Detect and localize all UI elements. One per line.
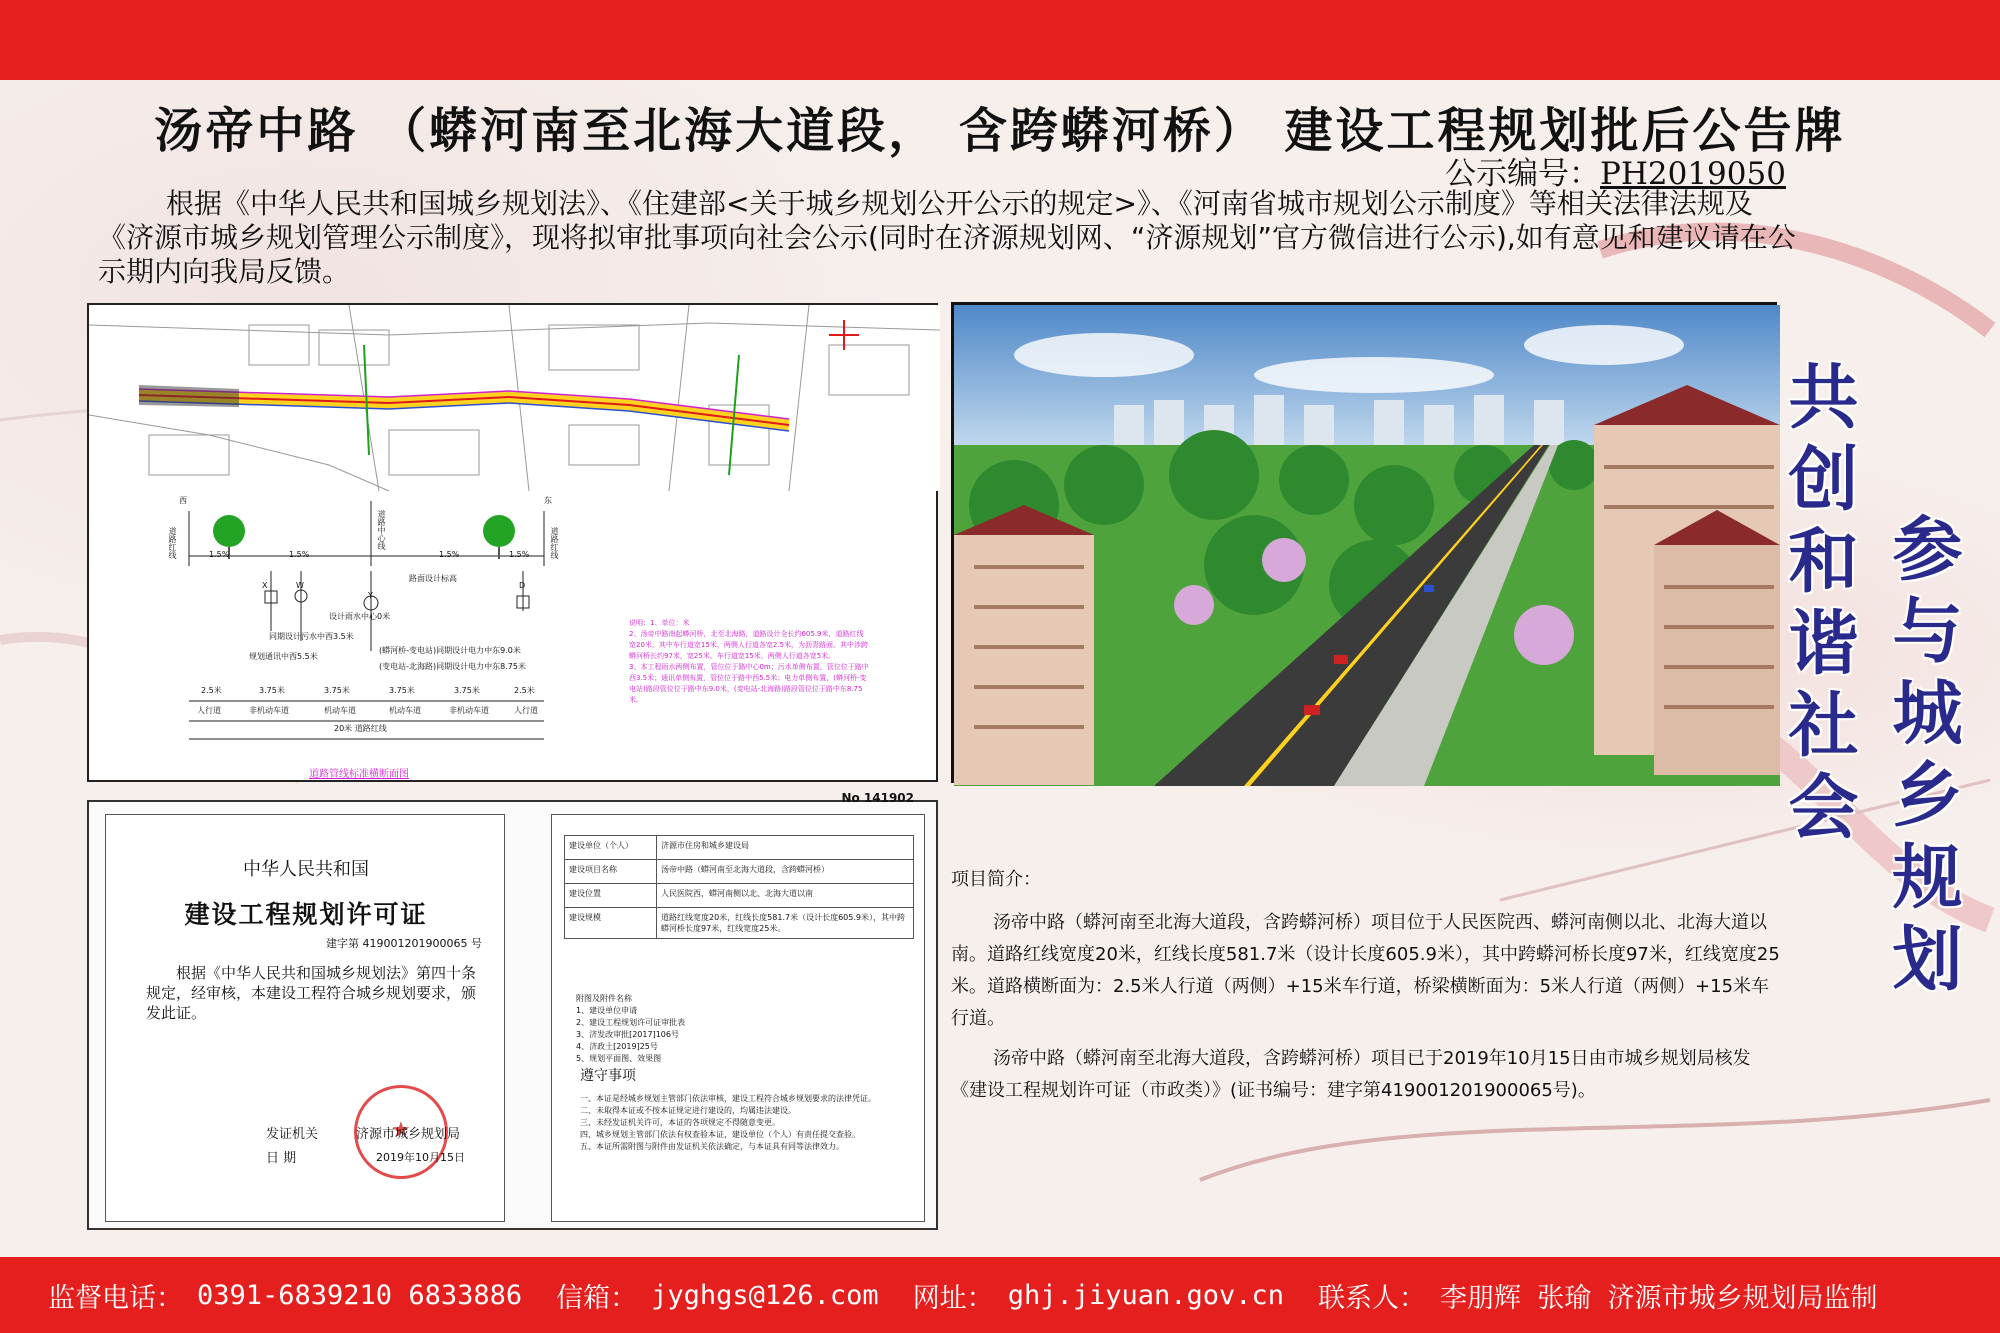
lane-2: 非机动车道 [249, 706, 289, 715]
label-rain: 设计雨水中心0米 [329, 612, 391, 621]
lane-4: 机动车道 [389, 706, 421, 715]
width-2: 3.75米 [259, 686, 285, 695]
label-red-right: 道路红线 [550, 527, 559, 559]
pipe-letter-y: Y [368, 591, 373, 600]
email-label: 信箱： [556, 1282, 638, 1314]
total-width: 20米 道路红线 [334, 724, 387, 733]
section-caption: 道路管线标准横断面图 [309, 769, 409, 780]
slope-4: 1.5% [509, 550, 530, 559]
permit-number-value: 419001201900065 [362, 937, 468, 950]
page-title: 汤帝中路 （蟒河南至北海大道段， 含跨蟒河桥） 建设工程规划批后公告牌 [154, 103, 1846, 159]
label-design-elev: 路面设计标高 [409, 574, 457, 583]
label-west: 西 [179, 496, 187, 505]
slope-2: 1.5% [289, 550, 310, 559]
road-plan-drawing [87, 303, 938, 782]
table-row [565, 908, 914, 939]
permit-number-suffix: 号 [470, 937, 482, 950]
label-east: 东 [544, 496, 552, 505]
summary-heading: 项目简介： [951, 869, 1041, 890]
slogan-left: 共创和谐社会 [1777, 360, 1860, 852]
label-center: 道路中心线 [377, 510, 386, 550]
permit-notices: 一、本证是经城乡规划主管部门依法审核，建设工程符合城乡规划要求的法律凭证。 二、未取得本证或不按本证规定进行建设的，均属违法建设。 三、未经发证机关许可，本证的各项规定不得随意变更。 四、城乡规划主管部门依法有权查验本证，建设单位（个人）有责任提交查验。 五、本证所需附图与附件由发证机关依法确定，与本证具有同等法律效力。 [580, 1094, 876, 1151]
intro-paragraph: 根据《中华人民共和国城乡规划法》、《住建部<关于城乡规划公开公示的规定>》、《河南省城市规划公示制度》等相关法律法规及《济源市城乡规划管理公示制度》，现将拟审批事项向社会公示(同时在济源规划网、“济源规划”官方微信进行公示),如有意见和建议请在公示期内向我局反馈。 [98, 187, 1796, 288]
table-cell-key: 建设位置 [565, 884, 657, 908]
rendering-illustration [954, 305, 1780, 786]
table-cell-key: 建设单位（个人） [565, 836, 657, 860]
label-power1: (蟒河桥-变电站)同期设计电力中东9.0米 [379, 646, 521, 655]
permit-number-prefix: 建字第 [326, 937, 359, 950]
label-power2: (变电站-北海路)同期设计电力中东8.75米 [379, 662, 526, 671]
notice-number-value: PH2019050 [1600, 156, 1786, 192]
email-value: jyghgs@126.com [651, 1279, 879, 1311]
permit-issuer-label: 发证机关 [266, 1127, 319, 1142]
table-row [565, 884, 914, 908]
permit-title: 建设工程规划许可证 [184, 900, 428, 929]
permit-table [564, 835, 914, 939]
contact-value: 李朋辉 张瑜 济源市城乡规划局监制 [1440, 1282, 1878, 1314]
web-label: 网址： [912, 1282, 994, 1314]
road-rendering-image [951, 302, 1777, 783]
phone-label: 监督电话： [48, 1282, 183, 1314]
pipe-letter-d: D [519, 581, 526, 590]
permit-country: 中华人民共和国 [243, 859, 369, 880]
slope-1: 1.5% [209, 550, 230, 559]
lane-3: 机动车道 [324, 706, 356, 715]
notice-number-label: 公示编号： [1445, 156, 1600, 192]
table-row [565, 836, 914, 860]
width-1: 2.5米 [201, 686, 222, 695]
label-sewage: 同期设计污水中西3.5米 [269, 632, 354, 641]
table-cell-value: 人民医院西，蟒河南侧以北、北海大道以南 [657, 884, 914, 908]
table-cell-key: 建设项目名称 [565, 860, 657, 884]
permit-body: 根据《中华人民共和国城乡规划法》第四十条规定，经审核，本建设工程符合城乡规划要求，颁发此证。 [146, 964, 477, 1022]
pipe-letter-x: X [262, 581, 268, 590]
label-red-left: 道路红线 [168, 527, 177, 559]
permit-attachments: 附图及附件名称 1、建设单位申请 2、建设工程规划许可证审批表 3、济发改审批[2017]106号 4、济政土[2019]25号 5、规划平面图、效果图 [576, 994, 686, 1063]
table-cell-key: 建设规模 [565, 908, 657, 939]
summary-paragraph-2: 汤帝中路（蟒河南至北海大道段，含跨蟒河桥）项目已于2019年10月15日由市城乡规划局核发《建设工程规划许可证（市政类）》(证书编号：建字第419001201900065号)。 [951, 1048, 1751, 1101]
design-notes: 说明：1、单位：米 2、汤帝中路南起蟒河桥，北至北海路，道路设计全长约605.9米，道路红线宽20米，其中车行道宽15米，两侧人行道各宽2.5米，为沥青路面。其中涉跨蟒河桥长约97米，宽25米，车行道宽15米，两侧人行道各宽5米。 3、本工程雨水两侧布置，管位位于路中心0m；污水单侧布置，管位位于路中西3.5米；通讯单侧布置，管位位于路中西5.5米；电力单侧布置，(蟒河桥-变电站)路段管位位于路中东9.0米，(变电站-北海路)路段管位位于路中东8.75米。 [629, 619, 869, 704]
pipe-letter-w: W [296, 581, 304, 590]
lane-1: 人行道 [197, 706, 221, 715]
width-4: 3.75米 [389, 686, 415, 695]
contact-label: 联系人： [1318, 1282, 1427, 1314]
plan-view-map [89, 305, 940, 491]
permit-date: 2019年10月15日 [376, 1151, 465, 1164]
width-6: 2.5米 [514, 686, 535, 695]
permit-serial: No 141902 [841, 791, 914, 805]
permit-certificate [105, 814, 505, 1222]
phone-value: 0391-6839210 6833886 [197, 1279, 523, 1311]
permit-issuer: 济源市城乡规划局 [356, 1127, 461, 1142]
project-summary [951, 865, 1781, 1115]
permit-date-label: 日 期 [266, 1151, 297, 1166]
table-cell-value: 道路红线宽度20米，红线长度581.7米（设计长度605.9米），其中跨蟒河桥长度97米，红线宽度25米。 [657, 908, 914, 939]
table-row [565, 860, 914, 884]
slope-3: 1.5% [439, 550, 460, 559]
permit-notice-title: 遵守事项 [580, 1068, 636, 1084]
lane-6: 人行道 [514, 706, 538, 715]
label-comm: 规划通讯中西5.5米 [249, 652, 318, 661]
top-red-band [0, 0, 2000, 80]
permit-number [326, 935, 482, 951]
table-cell-value: 济源市住房和城乡建设局 [657, 836, 914, 860]
table-cell-value: 汤帝中路（蟒河南至北海大道段，含跨蟒河桥） [657, 860, 914, 884]
footer-contact-band [0, 1257, 2000, 1333]
lane-5: 非机动车道 [449, 706, 489, 715]
permit-details [551, 791, 925, 1222]
slogan-right: 参与城乡规划 [1881, 512, 1964, 1004]
width-3: 3.75米 [324, 686, 350, 695]
planning-permit-scan [87, 791, 938, 1230]
web-value: ghj.jiyuan.gov.cn [1007, 1279, 1285, 1311]
width-5: 3.75米 [454, 686, 480, 695]
summary-paragraph-1: 汤帝中路（蟒河南至北海大道段，含跨蟒河桥）项目位于人民医院西、蟒河南侧以北、北海大道以南。道路红线宽度20米，红线长度581.7米（设计长度605.9米），其中跨蟒河桥长度97米，红线宽度25米。道路横断面为：2.5米人行道（两侧）+15米车行道，桥梁横断面为：5米人行道（两侧）+15米车行道。 [951, 912, 1780, 1029]
